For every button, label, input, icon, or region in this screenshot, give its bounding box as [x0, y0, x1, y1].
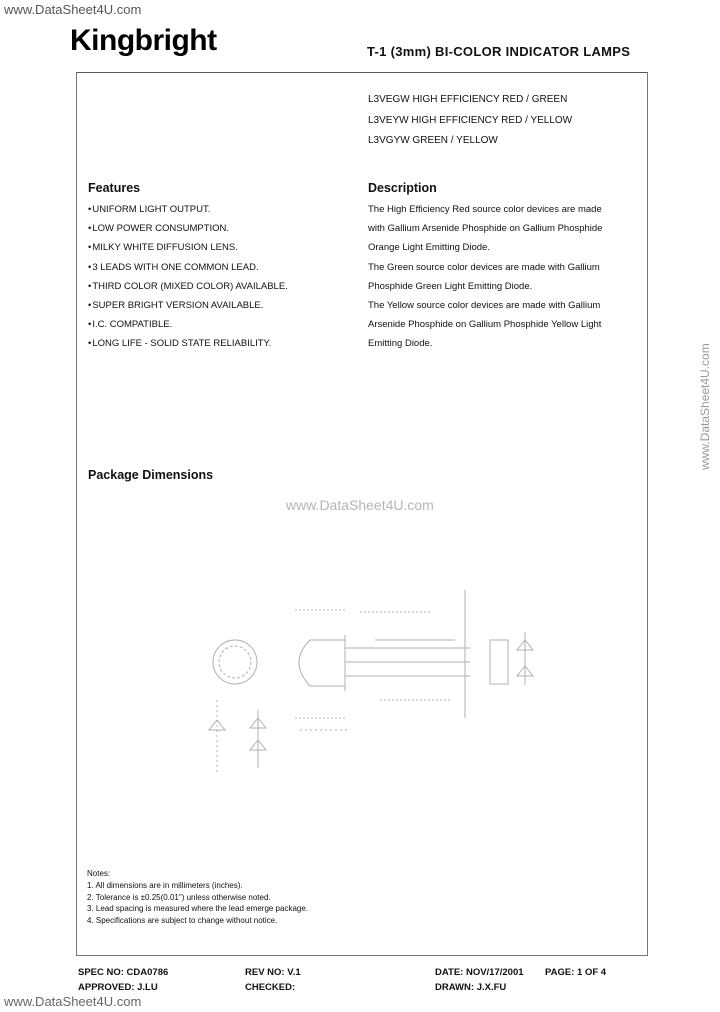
- led-side-body: [299, 640, 345, 686]
- note-item: 3. Lead spacing is measured where the lead emerge package.: [87, 904, 309, 914]
- drawn-by: DRAWN: J.X.FU: [435, 982, 507, 993]
- notes-block: [87, 868, 308, 927]
- description-line: Arsenide Phosphide on Gallium Phosphide Yellow Light: [368, 319, 602, 331]
- package-dimensions-drawing: [200, 540, 560, 780]
- description-line: The High Efficiency Red source color devices are made: [368, 204, 602, 215]
- description-line: The Green source color devices are made with Gallium: [368, 261, 600, 273]
- page-title: T-1 (3mm) BI-COLOR INDICATOR LAMPS: [367, 44, 631, 59]
- feature-item: • 3 LEADS WITH ONE COMMON LEAD.: [88, 258, 288, 277]
- revision-number: REV NO: V.1: [245, 967, 301, 978]
- description-line: The Yellow source color devices are made with Gallium: [368, 300, 601, 312]
- features-heading: Features: [88, 181, 141, 195]
- page-number: PAGE: 1 OF 4: [545, 967, 607, 978]
- description-line: with Gallium Arsenide Phosphide on Gallium Phosphide: [368, 223, 603, 235]
- watermark-bottom: www.DataSheet4U.com: [4, 994, 142, 1009]
- description-heading: Description: [368, 181, 437, 195]
- note-item: 4. Specifications are subject to change without notice.: [87, 916, 278, 926]
- watermark-middle: www.DataSheet4U.com: [286, 497, 434, 513]
- feature-item: • UNIFORM LIGHT OUTPUT.: [88, 200, 288, 219]
- kingbright-logo: Kingbright: [70, 24, 217, 57]
- feature-item: • THIRD COLOR (MIXED COLOR) AVAILABLE.: [88, 277, 288, 296]
- part-number-item: L3VEYW HIGH EFFICIENCY RED / YELLOW: [368, 114, 573, 126]
- watermark-top: www.DataSheet4U.com: [4, 2, 142, 17]
- part-number-item: L3VGYW GREEN / YELLOW: [368, 135, 498, 146]
- feature-item: • I.C. COMPATIBLE.: [88, 315, 288, 334]
- features-list: [88, 200, 288, 354]
- watermark-side: www.DataSheet4U.com: [698, 343, 712, 470]
- approved-by: APPROVED: J.LU: [78, 982, 158, 993]
- feature-item: • SUPER BRIGHT VERSION AVAILABLE.: [88, 296, 288, 315]
- part-number-item: L3VEGW HIGH EFFICIENCY RED / GREEN: [368, 94, 568, 105]
- notes-heading: Notes:: [87, 869, 111, 878]
- description-line: Orange Light Emitting Diode.: [368, 242, 490, 254]
- note-item: 2. Tolerance is ±0.25(0.01") unless otherwise noted.: [87, 892, 271, 902]
- lead-end-view: [490, 640, 508, 684]
- package-dimensions-heading: Package Dimensions: [88, 468, 214, 482]
- led-top-view-outer: [213, 640, 257, 684]
- spec-number: SPEC NO: CDA0786: [78, 967, 169, 978]
- description-line: Emitting Diode.: [368, 338, 433, 350]
- led-top-view-inner: [219, 646, 251, 678]
- note-item: 1. All dimensions are in millimeters (inches).: [87, 880, 243, 890]
- feature-item: • LOW POWER CONSUMPTION.: [88, 219, 288, 238]
- description-line: Phosphide Green Light Emitting Diode.: [368, 280, 533, 292]
- feature-item: • LONG LIFE - SOLID STATE RELIABILITY.: [88, 334, 288, 353]
- checked-by: CHECKED:: [245, 982, 296, 993]
- feature-item: • MILKY WHITE DIFFUSION LENS.: [88, 238, 288, 257]
- part-number-list: [368, 90, 572, 152]
- description-text: [368, 200, 628, 354]
- date: DATE: NOV/17/2001: [435, 967, 524, 978]
